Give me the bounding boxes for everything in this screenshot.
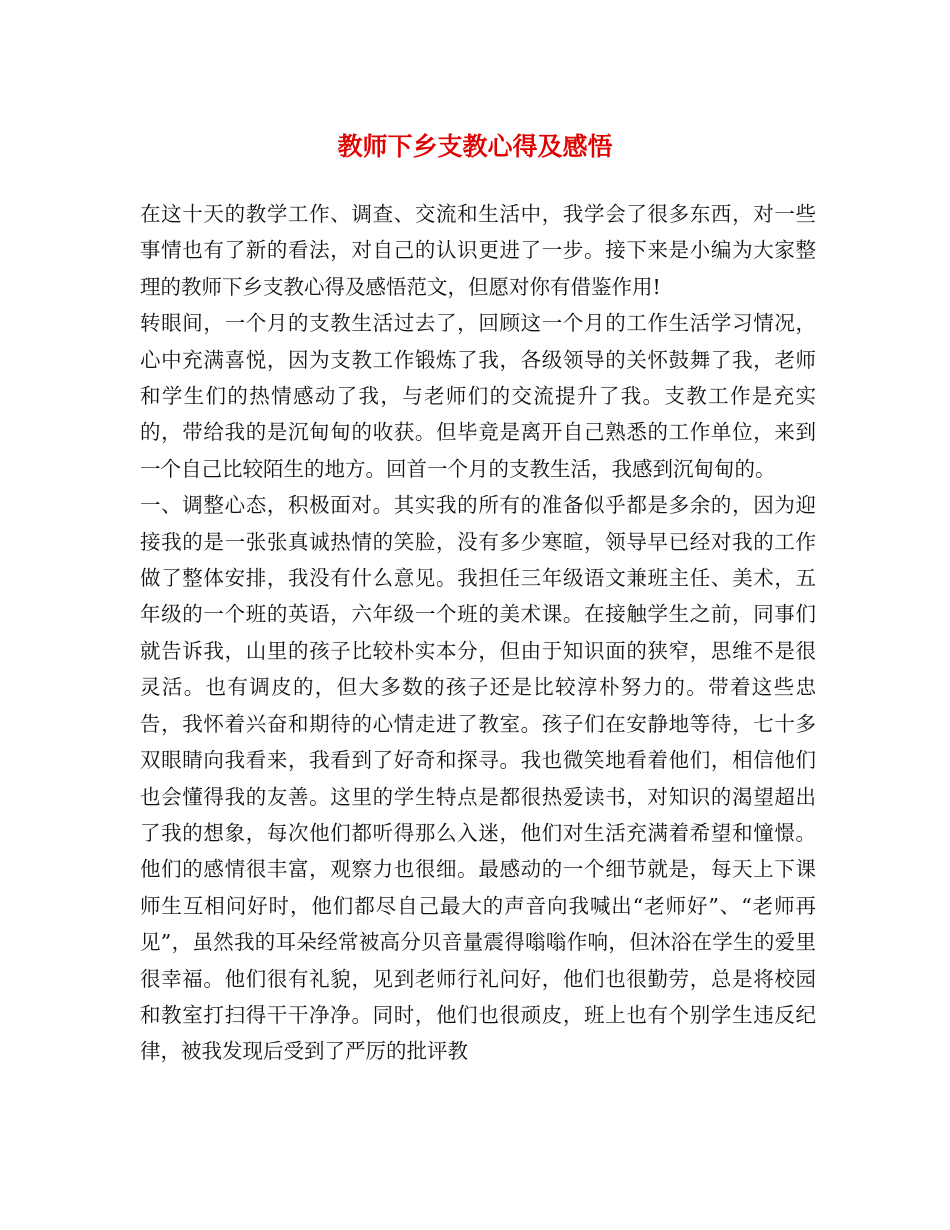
paragraph-section-one: 一、调整心态，积极面对。其实我的所有的准备似乎都是多余的，因为迎接我的是一张张真诚热情的笑脸，没有多少寒暄，领导早已经对我的工作做了整体安排，我没有什么意见。我担任三年级语文兼班主任、美术，五年级的一个班的英语，六年级一个班的美术课。在接触学生之前，同事们就告诉我，山里的孩子比较朴实本分，但由于知识面的狭窄，思维不是很灵活。也有调皮的，但大多数的孩子还是比较淳朴努力的。带着这些忠告，我怀着兴奋和期待的心情走进了教室。孩子们在安静地等待，七十多双眼睛向我看来，我看到了好奇和探寻。我也微笑地看着他们，相信他们也会懂得我的友善。这里的学生特点是都很热爱读书，对知识的渴望超出了我的想象，每次他们都听得那么入迷，他们对生活充满着希望和憧憬。他们的感情很丰富，观察力也很细。最感动的一个细节就是，每天上下课师生互相问好时，他们都尽自己最大的声音向我喊出“老师好”、“老师再见”，虽然我的耳朵经常被高分贝音量震得嗡嗡作响，但沐浴在学生的爱里很幸福。他们很有礼貌，见到老师行礼问好，他们也很勤劳，总是将校园和教室打扫得干干净净。同时，他们也很顽皮，班上也有个别学生违反纪律，被我发现后受到了严厉的批评教: [140, 493, 816, 1064]
document-body: [140, 196, 816, 1070]
paragraph-intro: 在这十天的教学工作、调查、交流和生活中，我学会了很多东西，对一些事情也有了新的看法，对自己的认识更进了一步。接下来是小编为大家整理的教师下乡支教心得及感悟范文，但愿对你有借鉴作用!: [140, 202, 816, 299]
paragraph-reflection: 转眼间，一个月的支教生活过去了，回顾这一个月的工作生活学习情况，心中充满喜悦，因为支教工作锻炼了我，各级领导的关怀鼓舞了我，老师和学生们的热情感动了我，与老师们的交流提升了我。支教工作是充实的，带给我的是沉甸甸的收获。但毕竟是离开自己熟悉的工作单位，来到一个自己比较陌生的地方。回首一个月的支教生活，我感到沉甸甸的。: [140, 311, 816, 481]
document-title: 教师下乡支教心得及感悟: [337, 132, 613, 161]
